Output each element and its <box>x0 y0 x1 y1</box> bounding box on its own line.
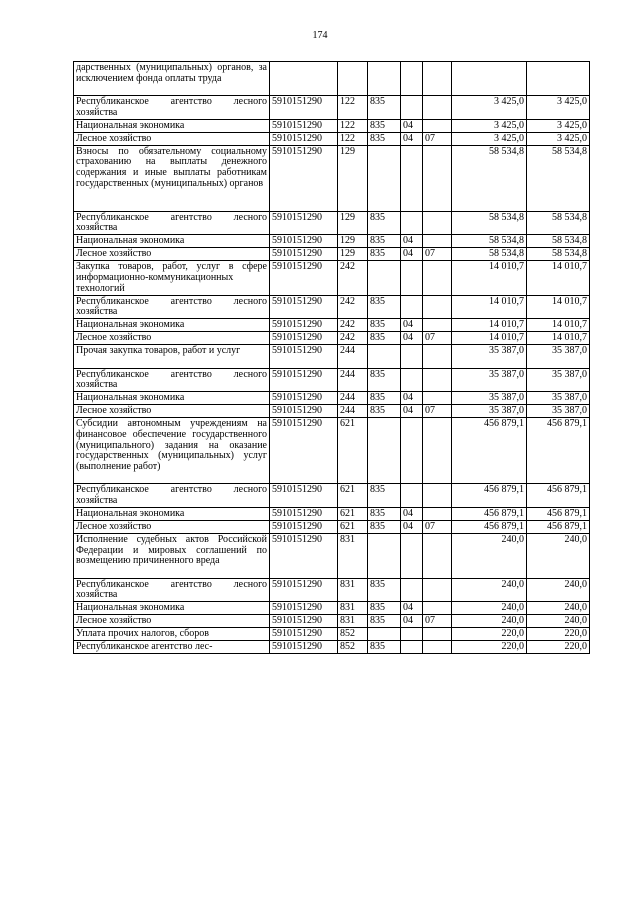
subsection-code <box>423 119 452 132</box>
amount-2: 14 010,7 <box>527 319 590 332</box>
section-code: 04 <box>401 319 423 332</box>
agency-code: 835 <box>368 578 401 602</box>
row-name: Лесное хозяйство <box>74 405 270 418</box>
table-row <box>74 96 590 120</box>
table-row <box>74 345 590 369</box>
target-article-code: 5910151290 <box>270 96 338 120</box>
table-row <box>74 62 590 96</box>
row-name: Лесное хозяйство <box>74 332 270 345</box>
section-code <box>401 261 423 295</box>
section-code <box>401 578 423 602</box>
target-article-code: 5910151290 <box>270 484 338 508</box>
table-row <box>74 578 590 602</box>
agency-code <box>368 533 401 578</box>
amount-2: 14 010,7 <box>527 261 590 295</box>
amount-2: 35 387,0 <box>527 405 590 418</box>
table-row <box>74 211 590 235</box>
subsection-code: 07 <box>423 332 452 345</box>
section-code <box>401 418 423 484</box>
table-row <box>74 368 590 392</box>
expense-type-code: 242 <box>338 261 368 295</box>
target-article-code: 5910151290 <box>270 132 338 145</box>
row-name: Лесное хозяйство <box>74 615 270 628</box>
expense-type-code: 621 <box>338 520 368 533</box>
row-name: Национальная экономика <box>74 235 270 248</box>
amount-1: 456 879,1 <box>452 418 527 484</box>
target-article-code: 5910151290 <box>270 507 338 520</box>
row-name: Исполнение судебных актов Российской Федерации и мировых соглашений по возмещению причиненного вреда <box>74 533 270 578</box>
expense-type-code: 244 <box>338 392 368 405</box>
target-article-code: 5910151290 <box>270 235 338 248</box>
row-name: Национальная экономика <box>74 602 270 615</box>
amount-1: 456 879,1 <box>452 520 527 533</box>
row-name: Взносы по обязательному социальному страхованию на выплаты денежного содержания и иные выплаты работникам государственных (муниципальных) органов <box>74 145 270 211</box>
subsection-code <box>423 628 452 641</box>
amount-2: 58 534,8 <box>527 235 590 248</box>
agency-code: 835 <box>368 520 401 533</box>
table-row <box>74 602 590 615</box>
amount-2: 3 425,0 <box>527 96 590 120</box>
agency-code: 835 <box>368 211 401 235</box>
target-article-code: 5910151290 <box>270 578 338 602</box>
amount-2: 58 534,8 <box>527 211 590 235</box>
subsection-code <box>423 62 452 96</box>
amount-2: 3 425,0 <box>527 119 590 132</box>
amount-2: 35 387,0 <box>527 392 590 405</box>
row-name: Лесное хозяйство <box>74 248 270 261</box>
amount-2: 456 879,1 <box>527 484 590 508</box>
section-code: 04 <box>401 520 423 533</box>
expense-type-code: 129 <box>338 235 368 248</box>
agency-code: 835 <box>368 484 401 508</box>
target-article-code: 5910151290 <box>270 332 338 345</box>
expense-type-code <box>338 62 368 96</box>
section-code <box>401 368 423 392</box>
amount-2: 456 879,1 <box>527 418 590 484</box>
agency-code: 835 <box>368 405 401 418</box>
amount-2: 14 010,7 <box>527 295 590 319</box>
subsection-code <box>423 507 452 520</box>
target-article-code: 5910151290 <box>270 248 338 261</box>
subsection-code <box>423 578 452 602</box>
table-row <box>74 248 590 261</box>
agency-code: 835 <box>368 319 401 332</box>
row-name: Субсидии автономным учреждениям на финансовое обеспечение государственного (муниципального) задания на оказание государственных (муниципальных) услуг (выполнение работ) <box>74 418 270 484</box>
amount-2: 35 387,0 <box>527 345 590 369</box>
amount-1: 240,0 <box>452 533 527 578</box>
section-code <box>401 484 423 508</box>
subsection-code <box>423 602 452 615</box>
section-code <box>401 62 423 96</box>
section-code: 04 <box>401 332 423 345</box>
subsection-code: 07 <box>423 248 452 261</box>
row-name: Республиканское агентство лесного хозяйства <box>74 578 270 602</box>
row-name: Лесное хозяйство <box>74 132 270 145</box>
row-name: Республиканское агентство лес- <box>74 641 270 654</box>
amount-2: 3 425,0 <box>527 132 590 145</box>
subsection-code <box>423 261 452 295</box>
subsection-code <box>423 418 452 484</box>
agency-code <box>368 418 401 484</box>
target-article-code: 5910151290 <box>270 615 338 628</box>
budget-table <box>73 61 590 654</box>
amount-2: 240,0 <box>527 615 590 628</box>
amount-1: 14 010,7 <box>452 295 527 319</box>
subsection-code <box>423 211 452 235</box>
agency-code: 835 <box>368 507 401 520</box>
table-row <box>74 520 590 533</box>
amount-2: 58 534,8 <box>527 248 590 261</box>
amount-2: 456 879,1 <box>527 507 590 520</box>
amount-1: 58 534,8 <box>452 235 527 248</box>
amount-1: 14 010,7 <box>452 332 527 345</box>
expense-type-code: 831 <box>338 602 368 615</box>
amount-1: 456 879,1 <box>452 507 527 520</box>
agency-code: 835 <box>368 295 401 319</box>
target-article-code: 5910151290 <box>270 211 338 235</box>
amount-1: 35 387,0 <box>452 392 527 405</box>
expense-type-code: 621 <box>338 418 368 484</box>
target-article-code: 5910151290 <box>270 641 338 654</box>
amount-2: 456 879,1 <box>527 520 590 533</box>
row-name: Закупка товаров, работ, услуг в сфере информационно-коммуникационных технологий <box>74 261 270 295</box>
section-code: 04 <box>401 615 423 628</box>
target-article-code: 5910151290 <box>270 405 338 418</box>
amount-2: 220,0 <box>527 628 590 641</box>
amount-1: 240,0 <box>452 578 527 602</box>
expense-type-code: 244 <box>338 405 368 418</box>
target-article-code: 5910151290 <box>270 628 338 641</box>
expense-type-code: 129 <box>338 248 368 261</box>
target-article-code: 5910151290 <box>270 392 338 405</box>
subsection-code: 07 <box>423 520 452 533</box>
row-name: Прочая закупка товаров, работ и услуг <box>74 345 270 369</box>
subsection-code <box>423 295 452 319</box>
amount-1: 35 387,0 <box>452 368 527 392</box>
target-article-code: 5910151290 <box>270 602 338 615</box>
agency-code: 835 <box>368 392 401 405</box>
row-name: Республиканское агентство лесного хозяйства <box>74 368 270 392</box>
agency-code: 835 <box>368 248 401 261</box>
subsection-code: 07 <box>423 132 452 145</box>
amount-2: 35 387,0 <box>527 368 590 392</box>
agency-code: 835 <box>368 132 401 145</box>
table-row <box>74 319 590 332</box>
agency-code <box>368 62 401 96</box>
section-code: 04 <box>401 248 423 261</box>
table-row <box>74 235 590 248</box>
table-row <box>74 392 590 405</box>
section-code: 04 <box>401 602 423 615</box>
amount-1: 3 425,0 <box>452 96 527 120</box>
section-code: 04 <box>401 405 423 418</box>
section-code <box>401 145 423 211</box>
amount-2 <box>527 62 590 96</box>
section-code: 04 <box>401 235 423 248</box>
amount-1: 35 387,0 <box>452 405 527 418</box>
amount-1: 58 534,8 <box>452 211 527 235</box>
row-name: Лесное хозяйство <box>74 520 270 533</box>
subsection-code <box>423 392 452 405</box>
table-row <box>74 145 590 211</box>
agency-code: 835 <box>368 119 401 132</box>
target-article-code: 5910151290 <box>270 418 338 484</box>
row-name: Национальная экономика <box>74 507 270 520</box>
expense-type-code: 242 <box>338 332 368 345</box>
expense-type-code: 831 <box>338 615 368 628</box>
section-code: 04 <box>401 392 423 405</box>
amount-2: 240,0 <box>527 578 590 602</box>
expense-type-code: 129 <box>338 145 368 211</box>
page-number: 174 <box>312 30 328 41</box>
table-row <box>74 132 590 145</box>
subsection-code <box>423 368 452 392</box>
amount-1: 58 534,8 <box>452 145 527 211</box>
row-name: дарственных (муниципальных) органов, за исключением фонда оплаты труда <box>74 62 270 96</box>
row-name: Национальная экономика <box>74 319 270 332</box>
subsection-code: 07 <box>423 405 452 418</box>
target-article-code: 5910151290 <box>270 295 338 319</box>
expense-type-code: 122 <box>338 119 368 132</box>
expense-type-code: 244 <box>338 368 368 392</box>
section-code <box>401 533 423 578</box>
expense-type-code: 129 <box>338 211 368 235</box>
amount-1: 3 425,0 <box>452 132 527 145</box>
target-article-code: 5910151290 <box>270 119 338 132</box>
row-name: Республиканское агентство лесного хозяйства <box>74 211 270 235</box>
section-code: 04 <box>401 132 423 145</box>
expense-type-code: 621 <box>338 484 368 508</box>
row-name: Уплата прочих налогов, сборов <box>74 628 270 641</box>
subsection-code <box>423 319 452 332</box>
expense-type-code: 852 <box>338 628 368 641</box>
amount-1: 220,0 <box>452 641 527 654</box>
agency-code <box>368 145 401 211</box>
expense-type-code: 621 <box>338 507 368 520</box>
amount-1: 35 387,0 <box>452 345 527 369</box>
row-name: Республиканское агентство лесного хозяйства <box>74 484 270 508</box>
expense-type-code: 831 <box>338 533 368 578</box>
agency-code: 835 <box>368 368 401 392</box>
agency-code: 835 <box>368 602 401 615</box>
amount-1 <box>452 62 527 96</box>
amount-2: 240,0 <box>527 602 590 615</box>
subsection-code <box>423 96 452 120</box>
subsection-code <box>423 145 452 211</box>
agency-code <box>368 345 401 369</box>
expense-type-code: 831 <box>338 578 368 602</box>
amount-2: 58 534,8 <box>527 145 590 211</box>
table-row <box>74 261 590 295</box>
table-row <box>74 119 590 132</box>
row-name: Республиканское агентство лесного хозяйства <box>74 295 270 319</box>
expense-type-code: 242 <box>338 319 368 332</box>
table-row <box>74 533 590 578</box>
section-code <box>401 295 423 319</box>
section-code <box>401 345 423 369</box>
amount-1: 58 534,8 <box>452 248 527 261</box>
amount-1: 14 010,7 <box>452 319 527 332</box>
amount-1: 220,0 <box>452 628 527 641</box>
table-row <box>74 628 590 641</box>
agency-code: 835 <box>368 235 401 248</box>
section-code <box>401 628 423 641</box>
row-name: Национальная экономика <box>74 119 270 132</box>
amount-1: 14 010,7 <box>452 261 527 295</box>
table-row <box>74 484 590 508</box>
agency-code <box>368 261 401 295</box>
target-article-code: 5910151290 <box>270 261 338 295</box>
agency-code <box>368 628 401 641</box>
agency-code: 835 <box>368 332 401 345</box>
target-article-code: 5910151290 <box>270 368 338 392</box>
amount-1: 3 425,0 <box>452 119 527 132</box>
table-row <box>74 615 590 628</box>
agency-code: 835 <box>368 96 401 120</box>
target-article-code <box>270 62 338 96</box>
table-row <box>74 332 590 345</box>
subsection-code <box>423 533 452 578</box>
amount-1: 240,0 <box>452 602 527 615</box>
target-article-code: 5910151290 <box>270 345 338 369</box>
target-article-code: 5910151290 <box>270 145 338 211</box>
subsection-code <box>423 235 452 248</box>
table-row <box>74 418 590 484</box>
expense-type-code: 242 <box>338 295 368 319</box>
table-row <box>74 295 590 319</box>
subsection-code <box>423 641 452 654</box>
target-article-code: 5910151290 <box>270 520 338 533</box>
target-article-code: 5910151290 <box>270 319 338 332</box>
expense-type-code: 244 <box>338 345 368 369</box>
target-article-code: 5910151290 <box>270 533 338 578</box>
section-code <box>401 96 423 120</box>
expense-type-code: 122 <box>338 132 368 145</box>
section-code: 04 <box>401 507 423 520</box>
expense-type-code: 122 <box>338 96 368 120</box>
subsection-code: 07 <box>423 615 452 628</box>
table-row <box>74 507 590 520</box>
expense-type-code: 852 <box>338 641 368 654</box>
subsection-code <box>423 345 452 369</box>
section-code <box>401 211 423 235</box>
table-row <box>74 641 590 654</box>
row-name: Республиканское агентство лесного хозяйства <box>74 96 270 120</box>
amount-1: 456 879,1 <box>452 484 527 508</box>
section-code: 04 <box>401 119 423 132</box>
row-name: Национальная экономика <box>74 392 270 405</box>
amount-1: 240,0 <box>452 615 527 628</box>
table-row <box>74 405 590 418</box>
amount-2: 220,0 <box>527 641 590 654</box>
amount-2: 240,0 <box>527 533 590 578</box>
section-code <box>401 641 423 654</box>
subsection-code <box>423 484 452 508</box>
agency-code: 835 <box>368 641 401 654</box>
agency-code: 835 <box>368 615 401 628</box>
amount-2: 14 010,7 <box>527 332 590 345</box>
